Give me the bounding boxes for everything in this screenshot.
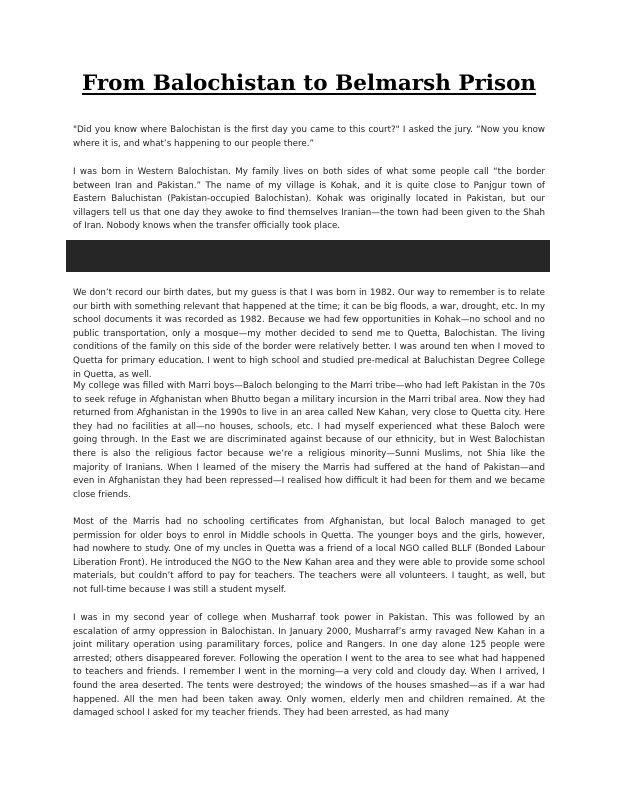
document-title: From Balochistan to Belmarsh Prison: [81, 71, 537, 96]
paragraph-musharraf: I was in my second year of college when Musharraf took power in Pakistan. This was followed by an escalation of army oppression in Balochistan. In January 2000, Musharraf’s army ravaged New Kahan in a joint military operation using paramilitary forces, police and Rangers. In one day alone 125 people were arrested; others disappeared forever. Following the operation I went to the area to see what had happened to teachers and friends. I remember I went in the morning—a very cold and cloudy day. When I arrived, I found the area deserted. The tents were destroyed; the windows of the houses smashed—as if a war had happened. All the men had been taken away. Only women, elderly men and children remained. At the damaged school I asked for my teacher friends. They had been arrested, as had many: [73, 613, 545, 719]
paragraph-schooling: Most of the Marris had no schooling certificates from Afghanistan, but local Baloch managed to get permission for older boys to enrol in Middle schools in Quetta. The younger boys and the girls, however, had nowhere to study. One of my uncles in Quetta was a friend of a local NGO called BLLF (Bonded Labour Liberation Front). He introduced the NGO to the New Kahan area and they were able to provide some school materials, but couldn’t afford to pay for teachers. The teachers were all volunteers. I taught, as well, but not full-time because I was still a student myself.: [73, 517, 545, 595]
paragraph-birthplace: I was born in Western Balochistan. My family lives on both sides of what some people call “the border between Iran and Pakistan.” The name of my village is Kohak, and it is quite close to Panjgur town of Eastern Baluchistan (Pakistan-occupied Balochistan). Kohak was originally located in Pakistan, but our villagers tell us that one day they awoke to find themselves Iranian—the town had been given to the Shah of Iran. Nobody knows when the transfer officially took place.: [73, 167, 545, 232]
paragraph-birth-date: We don’t record our birth dates, but my guess is that I was born in 1982. Our way to remember is to relate our birth with something relevant that happened at the time; it can be big floods, a war, drought, etc. In my school documents it was recorded as 1982. Because we had few opportunities in Kohak—no school and no public transportation, only a mosque—my mother decided to send me to Quetta, Balochistan. The living conditions of the family on this side of the border were relatively better. I was around ten when I moved to Quetta for primary education. I went to high school and studied pre-medical at Baluchistan Degree College in Quetta, as well.: [73, 288, 545, 380]
paragraph-jury-question: "Did you know where Balochistan is the first day you came to this court?" I asked the jury. “Now you know where it is, and what’s happening to our people there.”: [73, 125, 545, 149]
paragraph-marri-college: My college was filled with Marri boys—Baloch belonging to the Marri tribe—who had left Pakistan in the 70s to seek refuge in Afghanistan when Bhutto began a military incursion in the Marri tribal area. Now they had returned from Afghanistan in the 1990s to live in an area called New Kahan, very close to Quetta city. Here they had no facilities at all—no houses, schools, etc. I had myself experienced what these Baloch were going through. In the East we are discriminated against because of our ethnicity, but in West Balochistan there is also the religious factor because we’re a religious minority—Sunni Muslims, not Shia like the majority of Iranians. When I learned of the misery the Marris had suffered at the hand of Pakistan—and even in Afghanistan they had been repressed—I realised how difficult it had been for them and we became close friends.: [73, 381, 545, 500]
dark-divider-band: [66, 240, 550, 272]
